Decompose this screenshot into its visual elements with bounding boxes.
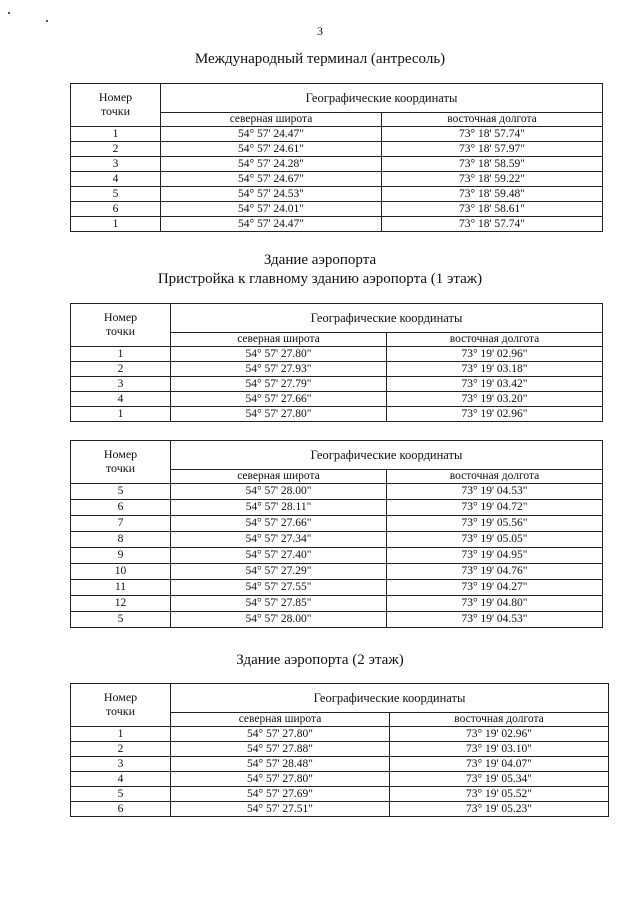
latitude-cell: 54° 57' 24.61": [161, 142, 382, 157]
point-number-cell: 5: [71, 187, 161, 202]
scan-speck: [46, 20, 48, 22]
longitude-cell: 73° 19' 03.20": [387, 392, 603, 407]
latitude-cell: 54° 57' 27.88": [171, 742, 390, 757]
latitude-cell: 54° 57' 28.00": [171, 612, 387, 628]
latitude-cell: 54° 57' 27.34": [171, 532, 387, 548]
point-number-cell: 6: [71, 802, 171, 817]
table-row: [71, 532, 603, 548]
longitude-cell: 73° 19' 05.23": [390, 802, 609, 817]
table-row: [71, 484, 603, 500]
table-row: [71, 787, 609, 802]
longitude-cell: 73° 19' 04.53": [387, 484, 603, 500]
table-row: [71, 612, 603, 628]
latitude-header: северная широта: [171, 470, 387, 484]
point-number-cell: 4: [71, 172, 161, 187]
geo-coords-header: Географические координаты: [161, 84, 603, 113]
point-number-cell: 7: [71, 516, 171, 532]
latitude-cell: 54° 57' 27.80": [171, 407, 387, 422]
coordinates-table: [70, 83, 603, 232]
table-row: [71, 407, 603, 422]
latitude-cell: 54° 57' 24.53": [161, 187, 382, 202]
table-row: [71, 172, 603, 187]
latitude-cell: 54° 57' 27.40": [171, 548, 387, 564]
longitude-cell: 73° 19' 02.96": [387, 347, 603, 362]
longitude-header: восточная долгота: [387, 470, 603, 484]
point-number-cell: 3: [71, 157, 161, 172]
point-number-cell: 1: [71, 347, 171, 362]
table-row: [71, 217, 603, 232]
heading-annex-floor1: Пристройка к главному зданию аэропорта (1 этаж): [157, 271, 483, 287]
latitude-cell: 54° 57' 27.51": [171, 802, 390, 817]
point-number-cell: 2: [71, 742, 171, 757]
table-row: [71, 347, 603, 362]
longitude-cell: 73° 19' 03.10": [390, 742, 609, 757]
table-row: [71, 127, 603, 142]
point-number-cell: 11: [71, 580, 171, 596]
latitude-cell: 54° 57' 27.66": [171, 516, 387, 532]
table-row: [71, 202, 603, 217]
table-row: [71, 564, 603, 580]
latitude-cell: 54° 57' 27.85": [171, 596, 387, 612]
longitude-cell: 73° 19' 05.05": [387, 532, 603, 548]
table-row: [71, 392, 603, 407]
point-number-cell: 2: [71, 362, 171, 377]
latitude-cell: 54° 57' 28.48": [171, 757, 390, 772]
table-row: [71, 362, 603, 377]
longitude-cell: 73° 18' 59.22": [382, 172, 603, 187]
table-row: [71, 596, 603, 612]
table-row: [71, 187, 603, 202]
latitude-cell: 54° 57' 27.55": [171, 580, 387, 596]
longitude-cell: 73° 18' 58.59": [382, 157, 603, 172]
point-number-header: Номер точки: [71, 441, 171, 484]
point-number-header: Номер точки: [71, 684, 171, 727]
table-row: [71, 142, 603, 157]
point-number-cell: 5: [71, 612, 171, 628]
longitude-cell: 73° 18' 59.48": [382, 187, 603, 202]
longitude-cell: 73° 18' 57.74": [382, 217, 603, 232]
point-number-cell: 5: [71, 787, 171, 802]
point-number-cell: 2: [71, 142, 161, 157]
latitude-cell: 54° 57' 27.80": [171, 772, 390, 787]
latitude-cell: 54° 57' 28.11": [171, 500, 387, 516]
point-number-cell: 3: [71, 377, 171, 392]
table-row: [71, 157, 603, 172]
longitude-cell: 73° 19' 04.07": [390, 757, 609, 772]
longitude-header: восточная долгота: [387, 333, 603, 347]
latitude-cell: 54° 57' 28.00": [171, 484, 387, 500]
table-row: [71, 580, 603, 596]
latitude-cell: 54° 57' 27.80": [171, 727, 390, 742]
longitude-cell: 73° 19' 05.52": [390, 787, 609, 802]
latitude-cell: 54° 57' 24.01": [161, 202, 382, 217]
heading-international-terminal: Международный терминал (антресоль): [194, 51, 446, 67]
geo-coords-header: Географические координаты: [171, 441, 603, 470]
table-row: [71, 377, 603, 392]
geo-coords-header: Географические координаты: [171, 684, 609, 713]
latitude-cell: 54° 57' 24.47": [161, 217, 382, 232]
heading-airport-building: Здание аэропорта: [263, 252, 377, 268]
point-number-cell: 1: [71, 127, 161, 142]
longitude-cell: 73° 18' 57.97": [382, 142, 603, 157]
point-number-cell: 3: [71, 757, 171, 772]
table-row: [71, 548, 603, 564]
table-row: [71, 757, 609, 772]
point-number-header: Номер точки: [71, 304, 171, 347]
point-number-cell: 8: [71, 532, 171, 548]
latitude-cell: 54° 57' 24.47": [161, 127, 382, 142]
point-number-cell: 1: [71, 727, 171, 742]
longitude-cell: 73° 19' 02.96": [390, 727, 609, 742]
latitude-cell: 54° 57' 27.66": [171, 392, 387, 407]
longitude-cell: 73° 19' 05.34": [390, 772, 609, 787]
table-row: [71, 727, 609, 742]
longitude-cell: 73° 18' 57.74": [382, 127, 603, 142]
latitude-cell: 54° 57' 27.93": [171, 362, 387, 377]
latitude-cell: 54° 57' 27.29": [171, 564, 387, 580]
table-row: [71, 516, 603, 532]
longitude-header: восточная долгота: [382, 113, 603, 127]
table-row: [71, 802, 609, 817]
longitude-cell: 73° 18' 58.61": [382, 202, 603, 217]
longitude-cell: 73° 19' 04.95": [387, 548, 603, 564]
point-number-header: Номер точки: [71, 84, 161, 127]
point-number-cell: 9: [71, 548, 171, 564]
longitude-cell: 73° 19' 05.56": [387, 516, 603, 532]
point-number-cell: 6: [71, 500, 171, 516]
point-number-cell: 10: [71, 564, 171, 580]
longitude-cell: 73° 19' 04.27": [387, 580, 603, 596]
longitude-cell: 73° 19' 04.80": [387, 596, 603, 612]
latitude-header: северная широта: [161, 113, 382, 127]
heading-airport-floor2: Здание аэропорта (2 этаж): [236, 652, 404, 668]
point-number-cell: 12: [71, 596, 171, 612]
point-number-cell: 4: [71, 392, 171, 407]
longitude-cell: 73° 19' 03.42": [387, 377, 603, 392]
latitude-cell: 54° 57' 27.80": [171, 347, 387, 362]
longitude-cell: 73° 19' 03.18": [387, 362, 603, 377]
scan-speck: [8, 12, 10, 14]
page-number: 3: [317, 24, 323, 38]
longitude-header: восточная долгота: [390, 713, 609, 727]
point-number-cell: 5: [71, 484, 171, 500]
coordinates-table: [70, 303, 603, 422]
latitude-cell: 54° 57' 27.79": [171, 377, 387, 392]
table-row: [71, 500, 603, 516]
table-row: [71, 772, 609, 787]
point-number-cell: 1: [71, 407, 171, 422]
coordinates-table: [70, 683, 609, 817]
point-number-cell: 1: [71, 217, 161, 232]
latitude-cell: 54° 57' 24.67": [161, 172, 382, 187]
latitude-header: северная широта: [171, 713, 390, 727]
latitude-header: северная широта: [171, 333, 387, 347]
geo-coords-header: Географические координаты: [171, 304, 603, 333]
longitude-cell: 73° 19' 04.53": [387, 612, 603, 628]
coordinates-table: [70, 440, 603, 628]
table-row: [71, 742, 609, 757]
latitude-cell: 54° 57' 27.69": [171, 787, 390, 802]
point-number-cell: 4: [71, 772, 171, 787]
point-number-cell: 6: [71, 202, 161, 217]
longitude-cell: 73° 19' 04.76": [387, 564, 603, 580]
longitude-cell: 73° 19' 02.96": [387, 407, 603, 422]
latitude-cell: 54° 57' 24.28": [161, 157, 382, 172]
longitude-cell: 73° 19' 04.72": [387, 500, 603, 516]
